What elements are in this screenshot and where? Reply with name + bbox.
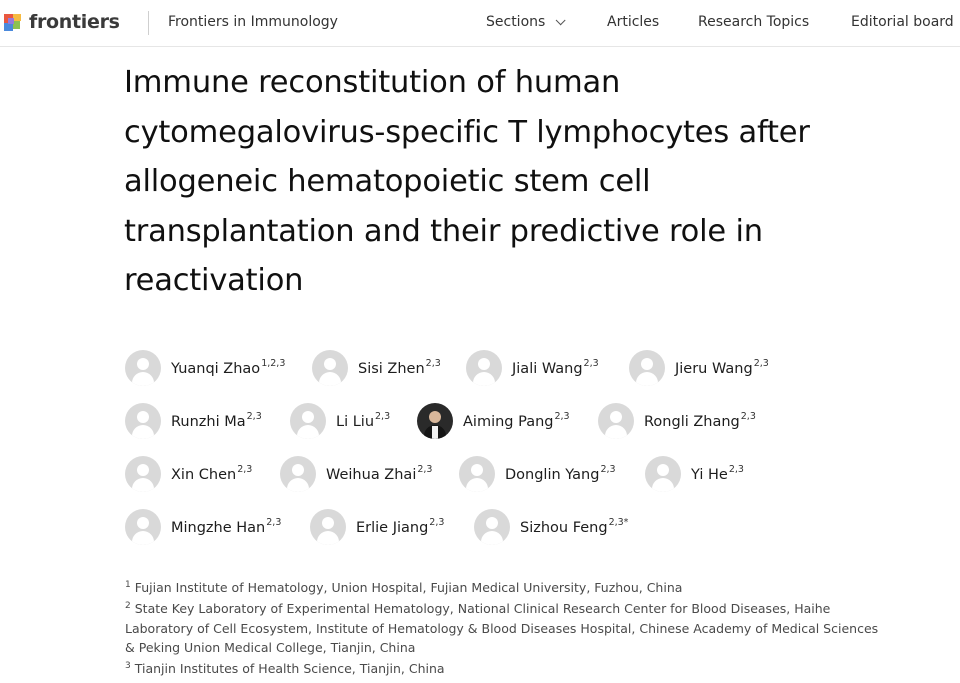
author-name: Erlie Jiang$^{2,3}$ <box>356 517 445 536</box>
author-erlie-jiang[interactable] <box>310 509 444 545</box>
avatar-placeholder-icon <box>598 403 634 439</box>
author-jiali-wang[interactable] <box>466 350 599 386</box>
author-name: Aiming Pang$^{2,3}$ <box>463 411 570 430</box>
avatar-placeholder-icon <box>125 456 161 492</box>
journal-link[interactable]: Frontiers in Immunology <box>168 14 338 30</box>
author-donglin-yang[interactable] <box>459 456 616 492</box>
frontiers-logo[interactable] <box>4 10 120 34</box>
author-jieru-wang[interactable] <box>629 350 769 386</box>
avatar-placeholder-icon <box>125 350 161 386</box>
avatar-placeholder-icon <box>629 350 665 386</box>
author-photo <box>417 403 453 439</box>
author-name: Xin Chen$^{2,3}$ <box>171 464 253 483</box>
logo-wordmark: frontiers <box>29 11 120 33</box>
author-name: Sizhou Feng$^{2,3*}$ <box>520 517 629 536</box>
author-name: Jieru Wang$^{2,3}$ <box>675 358 769 377</box>
author-li-liu[interactable] <box>290 403 390 439</box>
author-name: Donglin Yang$^{2,3}$ <box>505 464 616 483</box>
nav-articles[interactable]: Articles <box>607 14 660 30</box>
article-title: Immune reconstitution of human cytomegalovirus-specific T lymphocytes after allogeneic hematopoietic stem cell transplantation and their predictive role in reactivation <box>124 65 810 298</box>
author-weihua-zhai[interactable] <box>280 456 432 492</box>
avatar-placeholder-icon <box>645 456 681 492</box>
header-divider <box>148 11 149 35</box>
author-name: Sisi Zhen$^{2,3}$ <box>358 358 441 377</box>
avatar-placeholder-icon <box>474 509 510 545</box>
nav-sections[interactable] <box>486 14 562 30</box>
chevron-down-icon <box>556 15 566 25</box>
author-aiming-pang[interactable] <box>417 403 570 439</box>
author-name: Mingzhe Han$^{2,3}$ <box>171 517 282 536</box>
avatar-placeholder-icon <box>466 350 502 386</box>
avatar-placeholder-icon <box>290 403 326 439</box>
author-name: Yuanqi Zhao$^{1,2,3}$ <box>171 358 286 377</box>
author-xin-chen[interactable] <box>125 456 252 492</box>
author-sizhou-feng[interactable] <box>474 509 628 545</box>
affiliation-item: $^1$ Fujian Institute of Hematology, Union Hospital, Fujian Medical University, Fuzhou, China <box>125 580 683 596</box>
author-name: Jiali Wang$^{2,3}$ <box>512 358 599 377</box>
avatar-placeholder-icon <box>125 403 161 439</box>
affiliations <box>125 576 885 678</box>
author-runzhi-ma[interactable] <box>125 403 262 439</box>
affiliation-item: $^2$ State Key Laboratory of Experimental Hematology, National Clinical Research Center for Blood Diseases, Haihe Laboratory of Cell Ecosystem, Institute of Hematology & Blood Diseases Hospital, Chinese Academy of Medical Sciences & Peking Union Medical College, Tianjin, China <box>125 601 879 655</box>
nav-editorial-board[interactable]: Editorial board <box>851 14 954 30</box>
author-yi-he[interactable] <box>645 456 744 492</box>
author-name: Yi He$^{2,3}$ <box>691 464 744 483</box>
nav-research-topics[interactable]: Research Topics <box>698 14 810 30</box>
author-name: Li Liu$^{2,3}$ <box>336 411 391 430</box>
author-name: Runzhi Ma$^{2,3}$ <box>171 411 262 430</box>
frontiers-logo-icon <box>4 12 24 32</box>
site-header <box>0 0 960 47</box>
avatar-placeholder-icon <box>312 350 348 386</box>
author-mingzhe-han[interactable] <box>125 509 281 545</box>
author-name: Rongli Zhang$^{2,3}$ <box>644 411 756 430</box>
avatar-placeholder-icon <box>125 509 161 545</box>
author-sisi-zhen[interactable] <box>312 350 441 386</box>
avatar-placeholder-icon <box>459 456 495 492</box>
affiliation-item: $^3$ Tianjin Institutes of Health Science, Tianjin, China <box>125 661 445 677</box>
author-yuanqi-zhao[interactable] <box>125 350 285 386</box>
avatar-placeholder-icon <box>310 509 346 545</box>
avatar-placeholder-icon <box>280 456 316 492</box>
author-name: Weihua Zhai$^{2,3}$ <box>326 464 433 483</box>
author-rongli-zhang[interactable] <box>598 403 756 439</box>
nav-sections-label: Sections <box>486 14 546 30</box>
